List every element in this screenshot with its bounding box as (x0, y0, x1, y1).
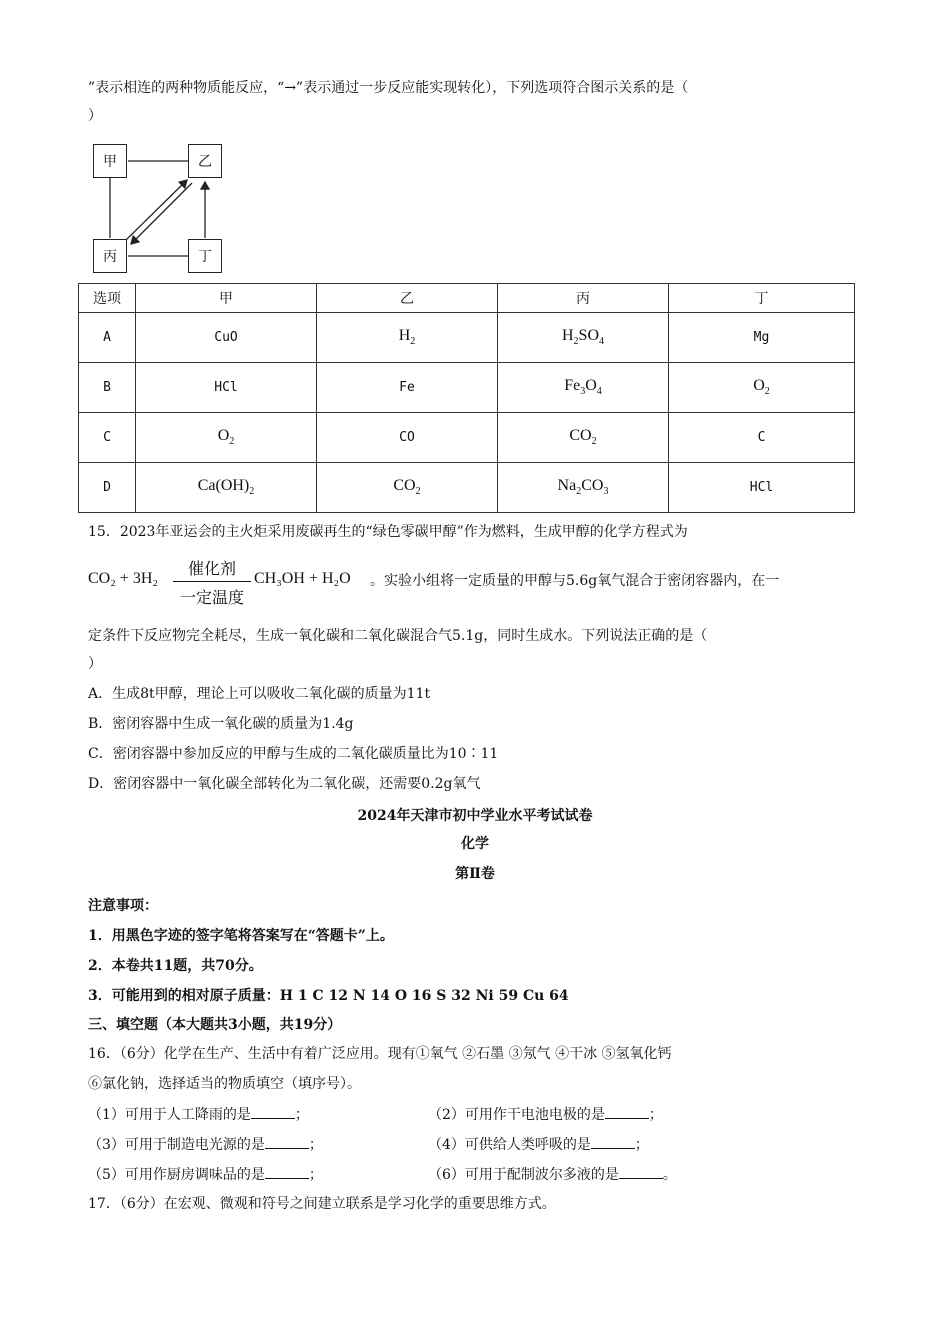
cell-bing (498, 413, 669, 463)
cell-bing (498, 363, 669, 413)
formula-sub: 2 (249, 486, 255, 498)
item-text: （2）可用作干电池电极的是 (428, 1107, 605, 1123)
option-label: A (79, 313, 136, 363)
answer-blank[interactable] (265, 1164, 309, 1179)
formula-main: CO (393, 477, 416, 495)
formula-main: O (585, 377, 597, 395)
formula-main: H (561, 327, 574, 345)
item-text: （1）可用于人工降雨的是 (88, 1107, 251, 1123)
cell-yi: Fe (317, 363, 498, 413)
item-punct: ； (308, 1167, 323, 1183)
q16-item-5 (88, 1164, 323, 1185)
formula-sub: 2 (591, 436, 597, 448)
header-jia: 甲 (136, 284, 317, 313)
cell-jia (136, 463, 317, 513)
formula-sub: 2 (410, 336, 416, 348)
item-punct: ； (308, 1137, 323, 1153)
cell-yi (317, 313, 498, 363)
q16-item-4 (428, 1134, 649, 1155)
formula-sub: 4 (599, 336, 604, 348)
equation-reactants: CO₂ + 3H₂ (88, 570, 158, 587)
table-row (79, 313, 855, 363)
formula-sub: 2 (764, 386, 770, 398)
equation-condition: 一定温度 (179, 588, 244, 607)
cell-jia: CuO (136, 313, 317, 363)
q17-stem: 17．（6分）在宏观、微观和符号之间建立联系是学习化学的重要思维方式。 (88, 1196, 556, 1212)
exam-title: 2024年天津市初中学业水平考试试卷 (357, 808, 593, 824)
item-text: （5）可用作厨房调味品的是 (88, 1167, 265, 1183)
item-punct: ； (294, 1107, 309, 1123)
table-header-row (79, 284, 855, 313)
option-label: C (79, 413, 136, 463)
q15-option-a: A．生成8t甲醇，理论上可以吸收二氧化碳的质量为11t (88, 686, 431, 702)
cell-ding: HCl (669, 463, 855, 513)
cell-ding: Mg (669, 313, 855, 363)
equation-products: CH₃OH + H₂O (254, 570, 351, 587)
option-label: D (79, 463, 136, 513)
header-yi: 乙 (317, 284, 498, 313)
notice-item-2: 2．本卷共11题，共70分。 (88, 958, 263, 974)
header-ding: 丁 (669, 284, 855, 313)
answer-blank[interactable] (251, 1104, 295, 1119)
node-yi: 乙 (188, 144, 222, 178)
notice-title: 注意事项： (88, 898, 158, 914)
q16-item-3 (88, 1134, 323, 1155)
table-row (79, 413, 855, 463)
formula-sub: 2 (229, 436, 235, 448)
q15-option-d: D．密闭容器中一氧化碳全部转化为二氧化碳，还需要0.2g氧气 (88, 776, 481, 792)
q15-option-b: B．密闭容器中生成一氧化碳的质量为1.4g (88, 716, 354, 732)
formula-sub: 3 (603, 486, 609, 498)
notice-item-3: 3．可能用到的相对原子质量：H 1 C 12 N 14 O 16 S 32 Ni 59 Cu 64 (88, 988, 569, 1004)
answer-blank[interactable] (591, 1134, 635, 1149)
formula-main: Ca(OH) (197, 477, 250, 495)
cell-jia (136, 413, 317, 463)
q15-stem: 15．2023年亚运会的主火炬采用废碳再生的“绿色零碳甲醇”作为燃料，生成甲醇的化学方程式为 (88, 524, 688, 540)
table-row (79, 363, 855, 413)
formula-main: CO (569, 427, 592, 445)
q16-stem: 16．（6分）化学在生产、生活中有着广泛应用。现有①氧气 ②石墨 ③氖气 ④干冰 ⑤氢氧化钙 (88, 1046, 672, 1062)
equation-catalyst: 催化剂 (187, 559, 236, 578)
cell-ding: C (669, 413, 855, 463)
formula-sub: 2 (573, 336, 579, 348)
table-row (79, 463, 855, 513)
q16-item-2 (428, 1104, 663, 1125)
q15-option-c: C．密闭容器中参加反应的甲醇与生成的二氧化碳质量比为10∶11 (88, 746, 499, 762)
item-punct: ； (648, 1107, 663, 1123)
formula-main: O (217, 427, 230, 445)
header-option: 选项 (79, 284, 136, 313)
cell-yi: CO (317, 413, 498, 463)
answer-blank[interactable] (619, 1164, 663, 1179)
node-ding: 丁 (188, 239, 222, 273)
node-jia: 甲 (93, 144, 127, 178)
item-text: （3）可用于制造电光源的是 (88, 1137, 265, 1153)
cell-jia: HCl (136, 363, 317, 413)
cell-ding (669, 363, 855, 413)
cell-bing (498, 313, 669, 363)
section-heading: 三、填空题（本大题共3小题，共19分） (88, 1017, 342, 1033)
formula-sub: 3 (580, 386, 586, 398)
q15-stem-cont: 。实验小组将一定质量的甲醇与5.6g氧气混合于密闭容器内，在一 (370, 573, 780, 589)
item-punct: ； (634, 1137, 649, 1153)
bing-to-yi-arrow (126, 180, 187, 240)
options-table (78, 283, 855, 513)
formula-sub: 2 (415, 486, 421, 498)
formula-main: O (753, 377, 765, 395)
volume-title: 第Ⅱ卷 (455, 866, 495, 882)
header-bing: 丙 (498, 284, 669, 313)
cell-bing (498, 463, 669, 513)
q16-item-6 (428, 1164, 677, 1185)
q15-stem-close: ） (88, 656, 102, 672)
notice-item-1: 1．用黑色字迹的签字笔将答案写在“答题卡”上。 (88, 928, 394, 944)
node-bing: 丙 (93, 239, 127, 273)
yi-to-bing-arrow (131, 183, 192, 244)
formula-sub: 2 (576, 486, 582, 498)
formula-main: H (398, 327, 411, 345)
formula-sub: 4 (596, 386, 602, 398)
q16-item-1 (88, 1104, 309, 1125)
item-text: （6）可用于配制波尔多液的是 (428, 1167, 619, 1183)
subject-title: 化学 (461, 836, 489, 852)
item-punct: 。 (662, 1167, 677, 1183)
formula-main: SO (578, 327, 599, 345)
answer-blank[interactable] (605, 1104, 649, 1119)
formula-main: CO (581, 477, 604, 495)
q16-stem-line2: ⑥氯化钠，选择适当的物质填空（填序号）。 (88, 1076, 361, 1092)
q14-stem-close: ） (88, 108, 102, 124)
equation-arrow-line (173, 581, 251, 582)
formula-main: Na (557, 477, 577, 495)
item-text: （4）可供给人类呼吸的是 (428, 1137, 591, 1153)
formula-main: Fe (564, 377, 581, 395)
option-label: B (79, 363, 136, 413)
q14-stem-line: ”表示相连的两种物质能反应，“→”表示通过一步反应能实现转化），下列选项符合图示关系的是（ (88, 80, 689, 96)
cell-yi (317, 463, 498, 513)
relation-diagram (88, 140, 248, 280)
answer-blank[interactable] (265, 1134, 309, 1149)
q15-stem-line2: 定条件下反应物完全耗尽，生成一氧化碳和二氧化碳混合气5.1g，同时生成水。下列说法正确的是（ (88, 628, 708, 644)
